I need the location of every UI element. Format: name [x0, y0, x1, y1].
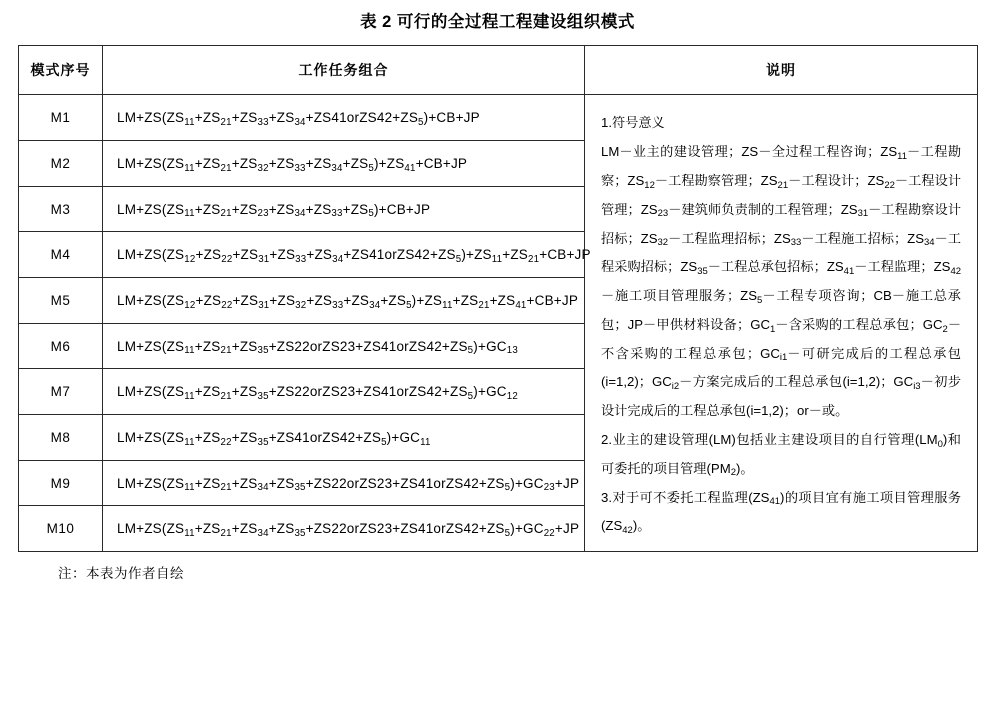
combo-text: $LM+ZS(ZS_{11}+ZS_{21}+ZS_{35}+ZS22orZS23+ZS41orZS42+ZS_5)+GC_{12}$: [117, 384, 518, 403]
cell-task-combination: [103, 141, 585, 187]
cell-mode-no: M8: [19, 415, 103, 461]
combo-text: $LM+ZS(ZS_{11}+ZS_{21}+ZS_{32}+ZS_{33}+ZS_{34}+ZS_5)+ZS_{41}+CB+JP$: [117, 155, 468, 174]
cell-task-combination: [103, 369, 585, 415]
cell-task-combination: [103, 415, 585, 461]
note-paragraph-1: 1.符号意义: [601, 115, 665, 131]
modes-table: [18, 45, 978, 552]
cell-mode-no: M9: [19, 460, 103, 506]
cell-description: [585, 95, 978, 552]
note-paragraph-4: 3.对于可不委托工程监理$(ZS_{41})$的项目宜有施工项目管理服务$(ZS_{42})$。: [601, 489, 962, 537]
cell-mode-no: M4: [19, 232, 103, 278]
combo-text: $LM+ZS(ZS_{11}+ZS_{21}+ZS_{35}+ZS22orZS23+ZS41orZS42+ZS_5)+GC_{13}$: [117, 338, 518, 357]
cell-mode-no: M5: [19, 278, 103, 324]
combo-text: $LM+ZS(ZS_{12}+ZS_{22}+ZS_{31}+ZS_{32}+ZS_{33}+ZS_{34}+ZS_5)+ZS_{11}+ZS_{21}+ZS_{41}+CB+JP$: [117, 292, 579, 311]
cell-mode-no: M6: [19, 323, 103, 369]
combo-text: $LM+ZS(ZS_{11}+ZS_{21}+ZS_{34}+ZS_{35}+ZS22orZS23+ZS41orZS42+ZS_5)+GC_{22}+JP$: [117, 521, 580, 540]
column-header-mode-no: 模式序号: [19, 46, 103, 95]
cell-task-combination: [103, 506, 585, 552]
cell-mode-no: M3: [19, 186, 103, 232]
cell-task-combination: [103, 186, 585, 232]
combo-text: $LM+ZS(ZS_{12}+ZS_{22}+ZS_{31}+ZS_{33}+ZS_{34}+ZS41orZS42+ZS_5)+ZS_{11}+ZS_{21}+CB+JP$: [117, 247, 591, 265]
table-row: [19, 95, 978, 141]
table-header-row: [19, 46, 978, 95]
cell-mode-no: M2: [19, 141, 103, 187]
cell-task-combination: [103, 278, 585, 324]
column-header-task-combination: 工作任务组合: [103, 46, 585, 95]
combo-text: $LM+ZS(ZS_{11}+ZS_{21}+ZS_{33}+ZS_{34}+ZS41orZS42+ZS_5)+CB+JP$: [117, 110, 480, 128]
cell-task-combination: [103, 95, 585, 141]
note-paragraph-3: 2.业主的建设管理(LM)包括业主建设项目的自行管理$(LM_0)$和可委托的项目管理$(PM_2)$。: [601, 432, 961, 479]
combo-text: $LM+ZS(ZS_{11}+ZS_{21}+ZS_{34}+ZS_{35}+ZS22orZS23+ZS41orZS42+ZS_5)+GC_{23}+JP$: [117, 475, 580, 494]
combo-text: $LM+ZS(ZS_{11}+ZS_{21}+ZS_{23}+ZS_{34}+ZS_{33}+ZS_5)+CB+JP$: [117, 201, 431, 220]
cell-mode-no: M1: [19, 95, 103, 141]
note-paragraph-2: LM－业主的建设管理；ZS－全过程工程咨询；$ZS_{11}-$工程勘察；$ZS_{12}-$工程勘察管理；$ZS_{21}-$工程设计；$ZS_{22}-$工程设计管理；$ZS_{23}-$建筑师负责制的工程管理；$ZS_{31}-$工程勘察设计招标；$ZS_{32}-$工程监理招标；$ZS_{33}-$工程施工招标；$ZS_{34}-$工程采购招标；$ZS_{35}-$工程总承包招标；$ZS_{41}-$工程监理；$ZS_{42}-$施工项目管理服务；$ZS_5-$工程专项咨询；CB－施工总承包；JP－甲供材料设备；$GC_1-$含采购的工程总承包；$GC_2-$不含采购的工程总承包；$GC_{i1}-$可研完成后的工程总承包(i=1,2)；$GC_{i2}-$方案完成后的工程总承包(i=1,2)；$GC_{i3}-$初步设计完成后的工程总承包(i=1,2)；or－或。: [601, 144, 962, 419]
cell-mode-no: M7: [19, 369, 103, 415]
cell-task-combination: [103, 323, 585, 369]
table-footnote: 注：本表为作者自绘: [58, 566, 184, 582]
cell-mode-no: M10: [19, 506, 103, 552]
page-title: 表 2 可行的全过程工程建设组织模式: [360, 13, 635, 31]
cell-task-combination: [103, 460, 585, 506]
column-header-description: 说明: [585, 46, 978, 95]
cell-task-combination: [103, 232, 591, 278]
combo-text: $LM+ZS(ZS_{11}+ZS_{22}+ZS_{35}+ZS41orZS42+ZS_5)+GC_{11}$: [117, 429, 431, 448]
